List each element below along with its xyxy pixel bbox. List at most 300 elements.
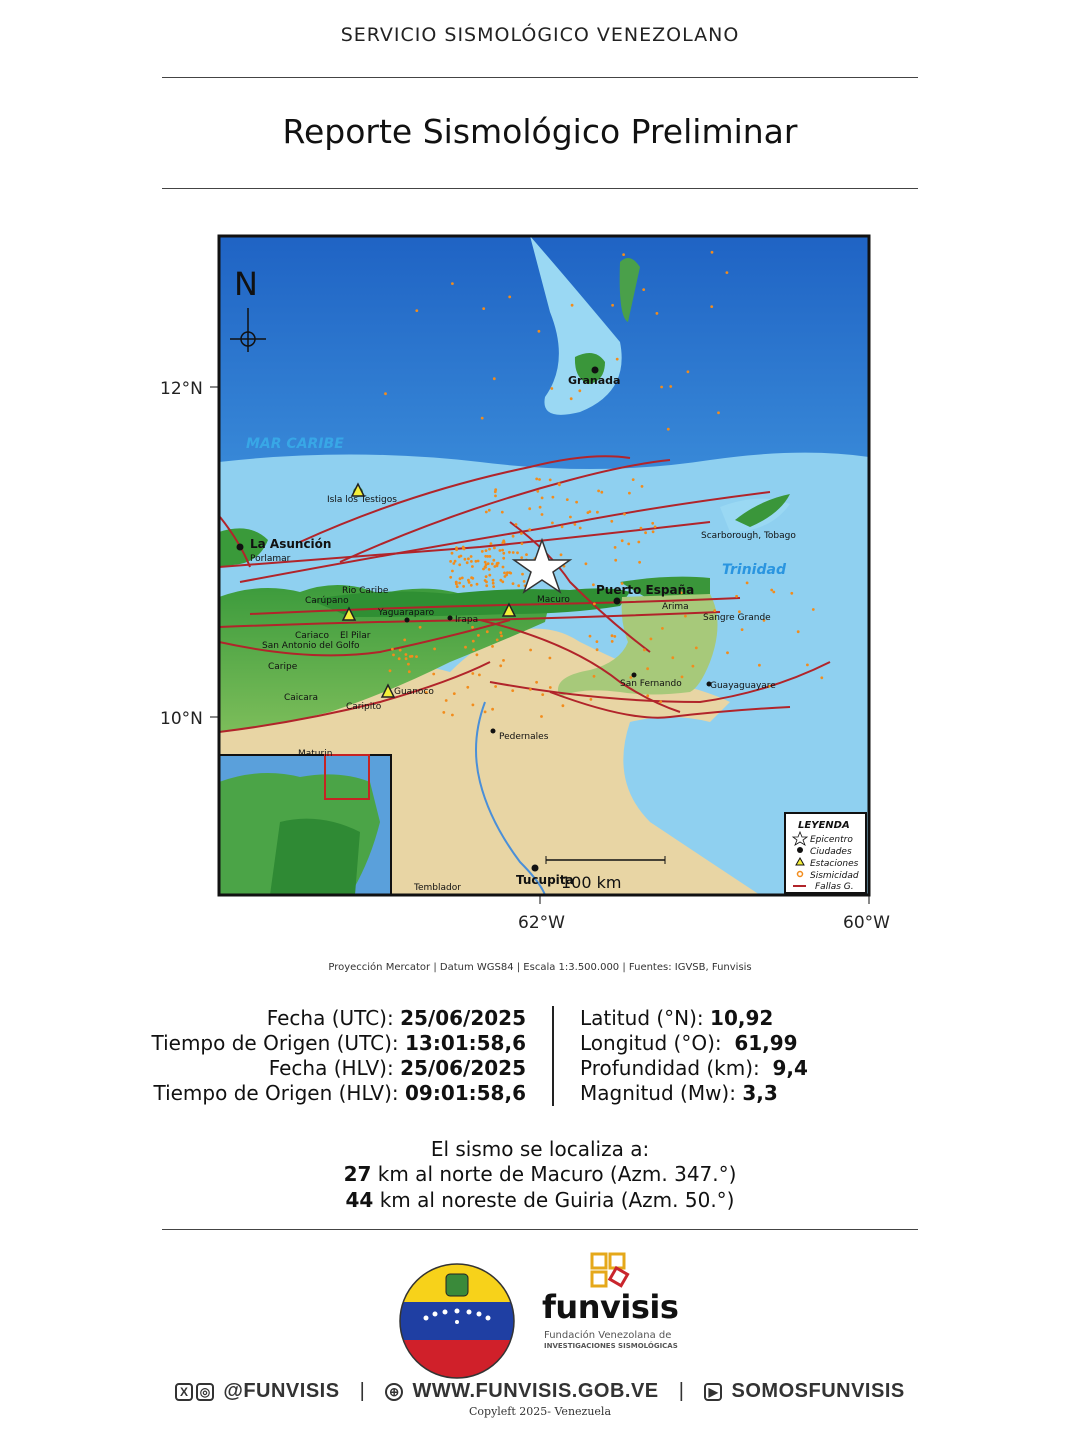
seismicity-dot <box>654 526 657 529</box>
top-divider <box>162 77 918 78</box>
seismicity-dot <box>481 417 484 420</box>
seismicity-dot <box>517 584 520 587</box>
seismicity-dot <box>476 583 479 586</box>
seismicity-dot <box>482 307 485 310</box>
label-el-pilar: El Pilar <box>340 631 371 641</box>
label-sangre-grande: Sangre Grande <box>703 613 771 623</box>
seismicity-dot <box>488 568 491 571</box>
map-legend <box>785 813 866 893</box>
agency-name: SERVICIO SISMOLÓGICO VENEZOLANO <box>340 24 740 46</box>
seismicity-dot <box>456 585 459 588</box>
seismicity-dot <box>552 496 555 499</box>
label-scarborough: Scarborough, Tobago <box>701 531 796 541</box>
seismicity-dot <box>611 634 614 637</box>
legend-city-icon <box>797 847 803 853</box>
seismicity-dot <box>471 565 474 568</box>
location-line-2 <box>0 1188 1080 1212</box>
seismicity-dot <box>511 689 514 692</box>
seismicity-dot <box>485 575 488 578</box>
report-right-column <box>580 1006 910 1106</box>
seismicity-dot <box>460 555 463 558</box>
seismicity-dot <box>403 639 406 642</box>
seismicity-dot <box>713 609 716 612</box>
seismicity-dot <box>520 532 523 535</box>
globe-icon: ⊕ <box>385 1383 403 1401</box>
seismicity-dot <box>529 649 532 652</box>
seismicity-dot <box>538 478 541 481</box>
seismicity-dot <box>770 589 773 592</box>
social-handle[interactable]: @FUNVISIS <box>223 1380 340 1403</box>
label-yaguaraparo: Yaguaraparo <box>378 608 435 618</box>
seismicity-dot <box>487 562 490 565</box>
youtube-channel[interactable]: SOMOSFUNVISIS <box>731 1380 905 1403</box>
seismicity-dot <box>492 582 495 585</box>
seismicity-dot <box>570 397 573 400</box>
legend-estaciones: Estaciones <box>810 859 859 869</box>
footer-separator: | <box>678 1380 685 1403</box>
seismicity-dot <box>407 663 410 666</box>
seismicity-dot <box>596 640 599 643</box>
seismicity-dot <box>711 251 714 254</box>
seismicity-dot <box>710 305 713 308</box>
seismicity-dot <box>471 672 474 675</box>
seismicity-dot <box>772 591 775 594</box>
seismicity-dot <box>485 549 488 552</box>
seismicity-dot <box>462 546 465 549</box>
seismicity-dot <box>470 560 473 563</box>
seismicity-dot <box>549 686 552 689</box>
website-link[interactable]: WWW.FUNVISIS.GOB.VE <box>412 1380 659 1403</box>
seismicity-dot <box>467 579 470 582</box>
seismicity-dot <box>758 664 761 667</box>
seismicity-dot <box>451 282 454 285</box>
seismicity-dot <box>523 580 526 583</box>
youtube-icon[interactable]: ▶ <box>704 1383 722 1401</box>
seismicity-dot <box>493 547 496 550</box>
label-caripe: Caripe <box>268 662 298 672</box>
profundidad-row <box>580 1056 910 1081</box>
seismicity-dot <box>528 507 531 510</box>
instagram-icon[interactable]: ◎ <box>196 1383 214 1401</box>
fecha-utc-label: Fecha (UTC): <box>266 1006 401 1030</box>
seismicity-dot <box>651 522 654 525</box>
label-guanoco: Guanoco <box>394 687 434 697</box>
longitud-label: Longitud (°O): <box>580 1031 735 1055</box>
seismicity-dot <box>521 573 524 576</box>
funvisis-subtitle-2: INVESTIGACIONES SISMOLÓGICAS <box>544 1342 678 1350</box>
seismicity-dot <box>614 559 617 562</box>
seismicity-dot <box>486 630 489 633</box>
tiempo-utc-row <box>150 1031 526 1056</box>
seismicity-dot <box>399 649 402 652</box>
seismicity-dot <box>512 551 515 554</box>
seismicity-dot <box>684 615 687 618</box>
seismicity-dot <box>592 583 595 586</box>
fecha-utc-value: 25/06/2025 <box>400 1006 526 1030</box>
seismicity-dot <box>484 561 487 564</box>
seismicity-dot <box>610 520 613 523</box>
tiempo-utc-value: 13:01:58,6 <box>404 1031 526 1055</box>
scale-label: 100 km <box>561 873 622 892</box>
magnitud-row <box>580 1081 910 1106</box>
seismicity-dot <box>481 550 484 553</box>
seismicity-dot <box>549 479 552 482</box>
label-irapa: Irapa <box>455 615 479 625</box>
label-guayaguayare: Guayaguayare <box>710 681 776 691</box>
seismicity-dot <box>512 535 515 538</box>
seismicity-dot <box>671 656 674 659</box>
seismicity-dot <box>644 531 647 534</box>
seismicity-dot <box>726 271 729 274</box>
seismicity-dot <box>464 646 467 649</box>
seismicity-dot <box>597 490 600 493</box>
profundidad-value: 9,4 <box>772 1056 808 1080</box>
seismicity-dot <box>477 634 480 637</box>
seismicity-dot <box>569 516 572 519</box>
seismicity-dot <box>667 428 670 431</box>
ministry-logo <box>398 1262 516 1380</box>
fecha-hlv-label: Fecha (HLV): <box>268 1056 401 1080</box>
legend-sismicidad: Sismicidad <box>810 871 859 881</box>
seismicity-dot <box>669 385 672 388</box>
seismicity-dot <box>508 296 511 299</box>
label-arima: Arima <box>662 602 689 612</box>
seismicity-dot <box>451 714 454 717</box>
x-icon[interactable]: X <box>175 1383 193 1401</box>
label-granada: Granada <box>568 374 621 387</box>
label-porlamar: Porlamar <box>250 554 291 564</box>
seismicity-dot <box>391 648 394 651</box>
latitud-value: 10,92 <box>710 1006 774 1030</box>
seismicity-dot <box>476 653 479 656</box>
seismicity-dot <box>660 386 663 389</box>
seismicity-dot <box>558 483 561 486</box>
seismicity-dot <box>616 358 619 361</box>
seismicity-dot <box>451 552 454 555</box>
seismicity-dot <box>541 693 544 696</box>
seismicity-dot <box>627 543 630 546</box>
map-svg <box>150 222 910 942</box>
seismicity-dot <box>384 392 387 395</box>
longitud-row <box>580 1031 910 1056</box>
seismicity-dot <box>490 542 493 545</box>
seismicity-dot <box>512 582 515 585</box>
fecha-utc-row <box>150 1006 526 1031</box>
location-line-1 <box>0 1162 1080 1186</box>
ministry-seal-icon <box>398 1262 516 1380</box>
label-san-fernando: San Fernando <box>620 679 682 689</box>
distance-text-1: km al norte de Macuro (Azm. 347.°) <box>371 1162 737 1186</box>
label-rio-caribe: Rio Caribe <box>342 586 389 596</box>
seismicity-dot <box>459 577 462 580</box>
seismicity-dot <box>797 630 800 633</box>
seismicity-dot <box>502 539 505 542</box>
seismicity-dot <box>392 654 395 657</box>
seismicity-dot <box>472 648 475 651</box>
seismicity-dot <box>589 635 592 638</box>
profundidad-label: Profundidad (km): <box>580 1056 773 1080</box>
label-san-antonio: San Antonio del Golfo <box>262 641 360 651</box>
seismicity-dot <box>466 561 469 564</box>
seismicity-dot <box>488 548 491 551</box>
seismicity-dot <box>525 553 528 556</box>
seismicity-dot <box>637 541 640 544</box>
seismicity-dot <box>536 490 539 493</box>
seismicity-dot <box>500 635 503 638</box>
seismicity-dot <box>659 700 662 703</box>
latitud-label: Latitud (°N): <box>580 1006 711 1030</box>
seismicity-dot <box>499 549 502 552</box>
label-temblador: Temblador <box>414 883 461 893</box>
seismicity-dot <box>561 525 564 528</box>
tiempo-hlv-label: Tiempo de Origen (HLV): <box>153 1081 405 1105</box>
seismicity-dot <box>502 659 505 662</box>
seismicity-dot <box>453 692 456 695</box>
seismicity-dot <box>521 542 524 545</box>
seismicity-dot <box>455 581 458 584</box>
seismicity-dot <box>812 608 815 611</box>
seismicity-dot <box>494 685 497 688</box>
seismicity-dot <box>475 560 478 563</box>
location-heading: El sismo se localiza a: <box>430 1137 650 1161</box>
label-la-asuncion: La Asunción <box>250 537 332 551</box>
title-divider <box>162 188 918 189</box>
seismicity-dot <box>652 530 655 533</box>
seismicity-dot <box>593 675 596 678</box>
legend-ciudades: Ciudades <box>810 847 852 857</box>
seismicity-dot <box>506 571 509 574</box>
seismicity-dot <box>486 555 489 558</box>
seismicity-dot <box>478 674 481 677</box>
seismicity-dot <box>449 576 452 579</box>
magnitud-value: 3,3 <box>742 1081 778 1105</box>
label-caicara: Caicara <box>284 693 318 703</box>
seismicity-dot <box>470 555 473 558</box>
seismicity-dot <box>590 698 593 701</box>
trinidad-label: Trinidad <box>722 562 786 578</box>
seismicity-dot <box>575 501 578 504</box>
seismicity-dot <box>638 561 641 564</box>
seismicity-dot <box>528 528 531 531</box>
seismicity-dot <box>499 664 502 667</box>
lat-label-10n: 10°N <box>160 709 203 729</box>
seismicity-dot <box>611 640 614 643</box>
inset-guayana <box>270 819 360 895</box>
seismicity-dot <box>496 564 499 567</box>
seismicity-dot <box>415 655 418 658</box>
legend-title: LEYENDA <box>798 820 850 831</box>
fecha-hlv-value: 25/06/2025 <box>400 1056 526 1080</box>
seismicity-dot <box>596 511 599 514</box>
lat-label-12n: 12°N <box>160 379 203 399</box>
legend-fallas: Fallas G. <box>815 882 854 892</box>
seismicity-dot <box>735 595 738 598</box>
seismicity-dot <box>611 304 614 307</box>
seismicity-dot <box>520 556 523 559</box>
distance-km-2: 44 <box>345 1188 374 1212</box>
seismicity-dot <box>790 592 793 595</box>
seismicity-dot <box>492 579 495 582</box>
seismicity-dot <box>741 628 744 631</box>
label-maturin: Maturin <box>298 749 333 759</box>
seismicity-dot <box>614 546 617 549</box>
seismicity-dot <box>449 560 452 563</box>
seismicity-dot <box>488 574 491 577</box>
footer-separator: | <box>359 1380 366 1403</box>
distance-text-2: km al noreste de Guiria (Azm. 50.°) <box>373 1188 735 1212</box>
seismicity-dot <box>464 558 467 561</box>
seismicity-dot <box>535 478 538 481</box>
seismicity-dot <box>503 572 506 575</box>
label-testigos: Isla los Testigos <box>327 495 397 505</box>
seismicity-dot <box>681 676 684 679</box>
column-separator <box>552 1006 554 1106</box>
seismicity-dot <box>454 560 457 563</box>
seismicity-dot <box>643 649 646 652</box>
seismicity-dot <box>433 648 436 651</box>
latitud-row <box>580 1006 910 1031</box>
tiempo-hlv-value: 09:01:58,6 <box>404 1081 526 1105</box>
seismicity-dot <box>515 523 518 526</box>
lon-label-62w: 62°W <box>518 913 565 933</box>
seismicity-dot <box>588 510 591 513</box>
funvisis-subtitle-1: Fundación Venezolana de <box>544 1330 672 1341</box>
map-caption: Proyección Mercator | Datum WGS84 | Escala 1:3.500.000 | Fuentes: IGVSB, Funvisis <box>328 962 752 973</box>
seismicity-dot <box>623 513 626 516</box>
funvisis-mark-icon <box>590 1252 630 1292</box>
label-puerto-espana: Puerto España <box>596 583 695 597</box>
legend-epicentro: Epicentro <box>810 835 853 845</box>
lon-label-60w: 60°W <box>843 913 890 933</box>
tiempo-hlv-row <box>150 1081 526 1106</box>
seismicity-dot <box>646 694 649 697</box>
footer-social-bar <box>0 1380 1080 1403</box>
seismicity-dot <box>471 626 474 629</box>
bottom-divider <box>162 1229 918 1230</box>
sea-label: MAR CARIBE <box>246 436 344 452</box>
seismicity-dot <box>820 676 823 679</box>
seismicity-dot <box>579 527 582 530</box>
funvisis-wordmark: funvisis <box>542 1288 679 1326</box>
seismicity-dot <box>484 711 487 714</box>
seismicity-dot <box>650 638 653 641</box>
label-caripito: Caripito <box>346 702 382 712</box>
seismicity-dot <box>501 511 504 514</box>
seismicity-dot <box>585 562 588 565</box>
seismicity-dot <box>632 478 635 481</box>
seismicity-dot <box>578 389 581 392</box>
seismicity-dot <box>499 579 502 582</box>
seismicity-dot <box>529 688 532 691</box>
seismicity-dot <box>695 647 698 650</box>
seismicity-dot <box>642 288 645 291</box>
seismicity-dot <box>499 631 502 634</box>
seismicity-dot <box>646 667 649 670</box>
seismicity-dot <box>466 686 469 689</box>
copyleft-note: Copyleft 2025- Venezuela <box>468 1405 612 1418</box>
seismicity-dot <box>501 549 504 552</box>
seismicity-dot <box>485 584 488 587</box>
seismicity-dot <box>640 527 643 530</box>
seismic-map <box>150 222 910 942</box>
seismicity-dot <box>551 522 554 525</box>
seismicity-dot <box>692 665 695 668</box>
seismicity-dot <box>550 387 553 390</box>
seismicity-dot <box>491 708 494 711</box>
seismicity-dot <box>560 553 563 556</box>
seismicity-dot <box>717 411 720 414</box>
seismicity-dot <box>566 498 569 501</box>
seismicity-dot <box>726 651 729 654</box>
seismicity-dot <box>562 704 565 707</box>
seismicity-dot <box>541 497 544 500</box>
seismicity-dot <box>628 492 631 495</box>
seismicity-dot <box>458 582 461 585</box>
seismicity-dot <box>451 570 454 573</box>
seismicity-dot <box>405 653 408 656</box>
fecha-hlv-row <box>150 1056 526 1081</box>
seismicity-dot <box>541 513 544 516</box>
seismicity-dot <box>641 485 644 488</box>
seismicity-dot <box>571 304 574 307</box>
seismicity-dot <box>596 648 599 651</box>
seismicity-dot <box>488 509 491 512</box>
funvisis-logo <box>540 1252 690 1356</box>
label-tucupita: Tucupita <box>516 873 574 887</box>
seismicity-dot <box>409 655 412 658</box>
seismicity-dot <box>470 584 473 587</box>
seismicity-dot <box>496 639 499 642</box>
seismicity-dot <box>508 551 511 554</box>
magnitud-label: Magnitud (Mw): <box>580 1081 743 1105</box>
seismicity-dot <box>408 670 411 673</box>
seismicity-dot <box>472 704 475 707</box>
seismicity-dot <box>462 585 465 588</box>
label-carupano: Carúpano <box>305 596 349 606</box>
seismicity-dot <box>442 711 445 714</box>
seismicity-dot <box>470 576 473 579</box>
seismicity-dot <box>746 582 749 585</box>
seismicity-dot <box>494 488 497 491</box>
seismicity-dot <box>494 495 497 498</box>
seismicity-dot <box>493 377 496 380</box>
tiempo-utc-label: Tiempo de Origen (UTC): <box>151 1031 405 1055</box>
seismicity-dot <box>485 511 488 514</box>
seismicity-dot <box>574 523 577 526</box>
longitud-value: 61,99 <box>734 1031 798 1055</box>
seismicity-dot <box>472 640 475 643</box>
seismicity-dot <box>455 548 458 551</box>
seismicity-dot <box>621 539 624 542</box>
seismicity-dot <box>600 491 603 494</box>
seismicity-dot <box>622 253 625 256</box>
seismicity-dot <box>549 657 552 660</box>
seismicity-dot <box>432 673 435 676</box>
distance-km-1: 27 <box>343 1162 372 1186</box>
seismicity-dot <box>538 330 541 333</box>
seismicity-dot <box>539 506 542 509</box>
seismicity-dot <box>485 581 488 584</box>
seismicity-dot <box>502 552 505 555</box>
seismicity-dot <box>491 563 494 566</box>
seismicity-dot <box>389 669 392 672</box>
seismicity-dot <box>405 657 408 660</box>
seismicity-dot <box>656 312 659 315</box>
seismicity-dot <box>806 664 809 667</box>
seismicity-dot <box>687 370 690 373</box>
seismicity-dot <box>491 645 494 648</box>
seismicity-dot <box>661 627 664 630</box>
